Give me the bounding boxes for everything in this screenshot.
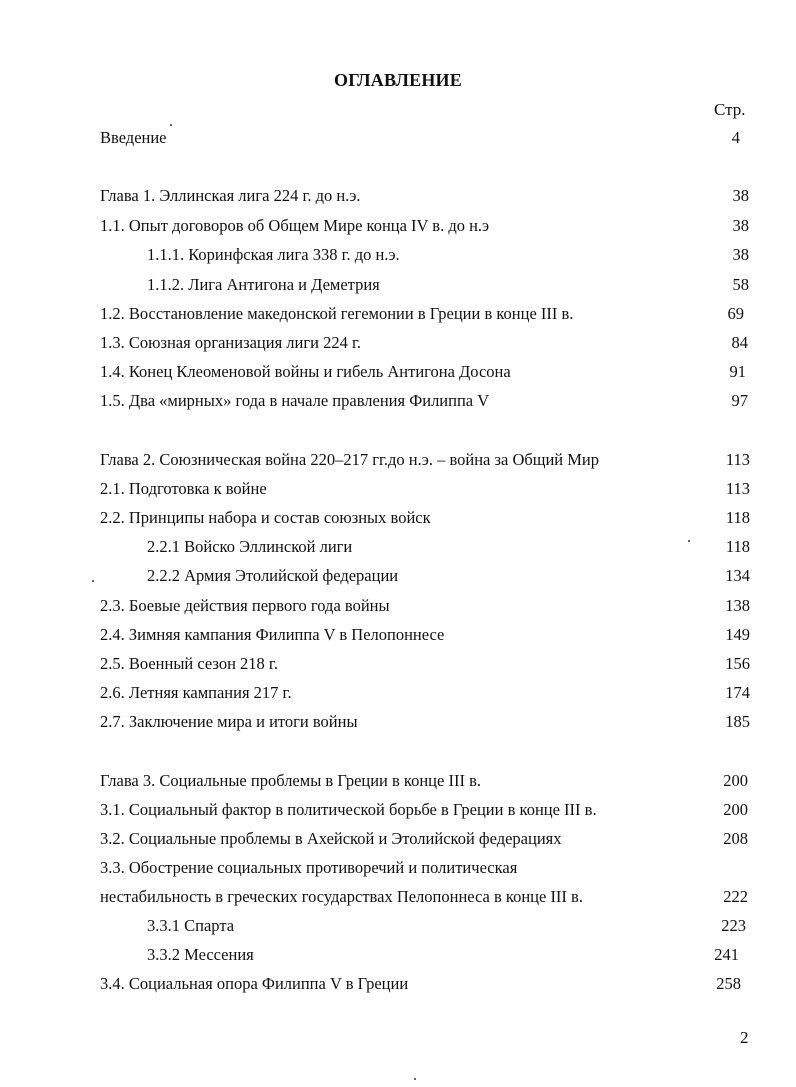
page-title: ОГЛАВЛЕНИЕ bbox=[334, 70, 462, 90]
entry-page: 208 bbox=[723, 829, 748, 848]
entry-title: 3.3.2 Мессения bbox=[147, 945, 254, 964]
entry-title: Глава 1. Эллинская лига 224 г. до н.э. bbox=[100, 186, 361, 205]
entry-title: 3.3.1 Спарта bbox=[147, 916, 235, 935]
toc-entry bbox=[0, 216, 796, 238]
entry-title: 2.6. Летняя кампания 217 г. bbox=[100, 683, 292, 702]
toc-entry bbox=[0, 683, 796, 705]
entry-page: 241 bbox=[714, 945, 739, 964]
toc-entry bbox=[0, 479, 796, 501]
entry-page: 200 bbox=[723, 800, 748, 819]
entry-title: 2.3. Боевые действия первого года войны bbox=[100, 596, 390, 615]
toc-entry bbox=[0, 245, 796, 267]
entry-page: 222 bbox=[723, 887, 748, 906]
toc-entry bbox=[0, 829, 796, 851]
toc-entry bbox=[0, 304, 796, 326]
toc-entry bbox=[0, 128, 796, 150]
toc-entry bbox=[0, 450, 796, 472]
toc-entry bbox=[0, 362, 796, 384]
entry-title: 3.3. Обострение социальных противоречий и политическая bbox=[100, 858, 518, 877]
toc-entry bbox=[0, 275, 796, 297]
toc-entry bbox=[0, 566, 796, 588]
entry-page: 223 bbox=[721, 916, 746, 935]
entry-title: Глава 3. Социальные проблемы в Греции в конце III в. bbox=[100, 771, 481, 790]
entry-title: 3.1. Социальный фактор в политической борьбе в Греции в конце III в. bbox=[100, 800, 597, 819]
entry-title: 1.3. Союзная организация лиги 224 г. bbox=[100, 333, 362, 352]
scan-speck bbox=[414, 1078, 416, 1080]
entry-page: 200 bbox=[723, 771, 748, 790]
entry-page: 84 bbox=[731, 333, 748, 352]
entry-page: 134 bbox=[725, 566, 750, 585]
entry-page: 38 bbox=[732, 245, 749, 264]
entry-page: 174 bbox=[725, 683, 750, 702]
entry-page: 138 bbox=[725, 596, 750, 615]
entry-page: 69 bbox=[727, 304, 744, 323]
entry-title: 1.1.1. Коринфская лига 338 г. до н.э. bbox=[147, 245, 400, 264]
scan-speck bbox=[92, 580, 94, 582]
toc-entry bbox=[0, 800, 796, 822]
toc-entry bbox=[0, 391, 796, 413]
entry-page: 4 bbox=[731, 128, 740, 147]
toc-entry bbox=[0, 945, 796, 967]
entry-title: 3.2. Социальные проблемы в Ахейской и Этолийской федерациях bbox=[100, 829, 562, 848]
toc-entry bbox=[0, 186, 796, 208]
toc-entry bbox=[0, 654, 796, 676]
toc-entry bbox=[0, 712, 796, 734]
entry-title: 1.1.2. Лига Антигона и Деметрия bbox=[147, 275, 380, 294]
entry-page: 113 bbox=[725, 479, 750, 498]
entry-title: 2.7. Заключение мира и итоги войны bbox=[100, 712, 358, 731]
entry-page: 118 bbox=[725, 537, 750, 556]
entry-title: Введение bbox=[100, 128, 167, 147]
toc-entry bbox=[0, 858, 796, 880]
entry-page: 185 bbox=[725, 712, 750, 731]
entry-title: нестабильность в греческих государствах Пелопоннеса в конце III в. bbox=[100, 887, 583, 906]
toc-entry bbox=[0, 916, 796, 938]
scan-speck bbox=[688, 540, 690, 542]
entry-title: Глава 2. Союзническая война 220–217 гг.до н.э. – война за Общий Мир bbox=[100, 450, 599, 469]
entry-title: 2.5. Военный сезон 218 г. bbox=[100, 654, 278, 673]
entry-title: 1.5. Два «мирных» года в начале правления Филиппа V bbox=[100, 391, 490, 410]
entry-title: 2.1. Подготовка к войне bbox=[100, 479, 267, 498]
entry-page: 38 bbox=[732, 216, 749, 235]
entry-title: 1.1. Опыт договоров об Общем Мире конца IV в. до н.э bbox=[100, 216, 490, 235]
entry-title: 2.4. Зимняя кампания Филиппа V в Пелопоннесе bbox=[100, 625, 445, 644]
entry-page: 149 bbox=[725, 625, 750, 644]
scan-speck bbox=[170, 124, 172, 126]
toc-entry bbox=[0, 771, 796, 793]
entry-title: 2.2.1 Войско Эллинской лиги bbox=[147, 537, 353, 556]
entry-page: 58 bbox=[732, 275, 749, 294]
toc-entry bbox=[0, 625, 796, 647]
page-number: 2 bbox=[740, 1028, 749, 1047]
entry-title: 3.4. Социальная опора Филиппа V в Греции bbox=[100, 974, 409, 993]
entry-title: 2.2. Принципы набора и состав союзных войск bbox=[100, 508, 431, 527]
entry-page: 258 bbox=[716, 974, 741, 993]
toc-entry bbox=[0, 974, 796, 996]
toc-entry bbox=[0, 887, 796, 909]
entry-title: 1.4. Конец Клеоменовой войны и гибель Антигона Досона bbox=[100, 362, 511, 381]
toc-entry bbox=[0, 537, 796, 559]
entry-title: 1.2. Восстановление македонской гегемонии в Греции в конце III в. bbox=[100, 304, 574, 323]
entry-page: 91 bbox=[729, 362, 746, 381]
toc-entry bbox=[0, 333, 796, 355]
entry-page: 38 bbox=[732, 186, 749, 205]
entry-page: 118 bbox=[725, 508, 750, 527]
entry-title: 2.2.2 Армия Этолийской федерации bbox=[147, 566, 399, 585]
entry-page: 97 bbox=[731, 391, 748, 410]
entry-page: 113 bbox=[725, 450, 750, 469]
toc-entry bbox=[0, 596, 796, 618]
entry-page: 156 bbox=[725, 654, 750, 673]
toc-entry bbox=[0, 508, 796, 530]
page-column-label: Стр. bbox=[714, 100, 746, 119]
